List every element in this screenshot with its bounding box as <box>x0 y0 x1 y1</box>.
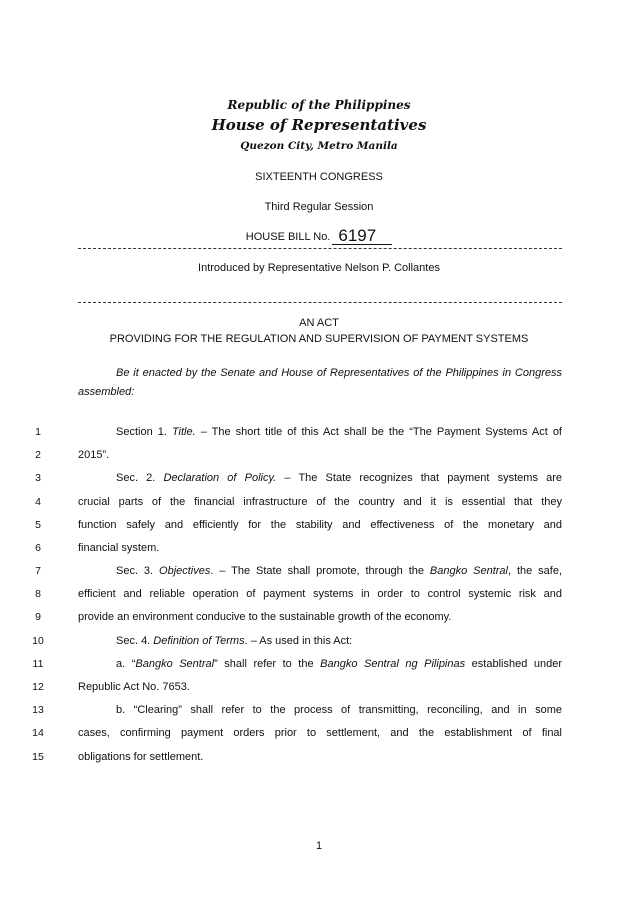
line-number: 15 <box>32 751 44 763</box>
body-line: cases, confirming payment orders prior to settlement, and the establishment of final <box>78 727 562 739</box>
congress-heading: SIXTEENTH CONGRESS <box>255 171 383 183</box>
body-line: b. “Clearing” shall refer to the process of transmitting, reconciling, and in some <box>116 704 562 716</box>
body-line: provide an environment conducive to the sustainable growth of the economy. <box>78 611 452 623</box>
session-heading: Third Regular Session <box>264 201 374 213</box>
line-number: 4 <box>35 496 41 508</box>
body-line: Sec. 4. Definition of Terms. – As used in this Act: <box>116 635 353 647</box>
body-line: Section 1. Title. – The short title of this Act shall be the “The Payment Systems Act of <box>116 426 562 438</box>
divider-top <box>78 248 562 249</box>
introduced-by: Introduced by Representative Nelson P. Collantes <box>198 262 440 274</box>
body-line: 2015”. <box>78 449 110 461</box>
enacting-clause: Be it enacted by the Senate and House of Representatives of the Philippines in Congress assembled: <box>78 367 562 398</box>
bill-number: 6197 <box>332 228 392 245</box>
line-number: 1 <box>35 426 41 438</box>
line-number: 7 <box>35 565 41 577</box>
body-line: Sec. 3. Objectives. – The State shall promote, through the Bangko Sentral, the safe, <box>116 565 563 577</box>
act-subtitle: PROVIDING FOR THE REGULATION AND SUPERVISION OF PAYMENT SYSTEMS <box>109 333 529 345</box>
body-line: efficient and reliable operation of payment systems in order to control systemic risk and <box>78 588 562 600</box>
body-line: obligations for settlement. <box>78 751 204 763</box>
house-heading: House of Representatives <box>211 116 427 134</box>
body-line: Sec. 2. Declaration of Policy. – The State recognizes that payment systems are <box>116 472 562 484</box>
body-line: Republic Act No. 7653. <box>78 681 190 693</box>
line-number: 5 <box>35 519 41 531</box>
body-line: financial system. <box>78 542 160 554</box>
divider-bottom <box>78 302 562 303</box>
line-number: 9 <box>35 611 41 623</box>
body-line: a. “Bangko Sentral” shall refer to the Bangko Sentral ng Pilipinas established under <box>116 658 562 670</box>
body-line: crucial parts of the financial infrastructure of the country and it is essential that they <box>78 496 562 508</box>
page-number: 1 <box>315 840 323 852</box>
line-number: 14 <box>32 727 44 739</box>
body-line: function safely and efficiently for the stability and effectiveness of the monetary and <box>78 519 562 531</box>
line-number: 8 <box>35 588 41 600</box>
line-number: 12 <box>32 681 44 693</box>
line-number: 2 <box>35 449 41 461</box>
bill-number-line <box>0 227 638 244</box>
line-number: 6 <box>35 542 41 554</box>
republic-heading: Republic of the Philippines <box>227 98 411 112</box>
line-number: 13 <box>32 704 44 716</box>
line-number: 10 <box>32 635 44 647</box>
act-title: AN ACT <box>299 317 339 329</box>
bill-label: HOUSE BILL No. <box>245 231 331 243</box>
line-number: 11 <box>32 658 44 670</box>
city-heading: Quezon City, Metro Manila <box>240 140 398 152</box>
line-number: 3 <box>35 472 41 484</box>
